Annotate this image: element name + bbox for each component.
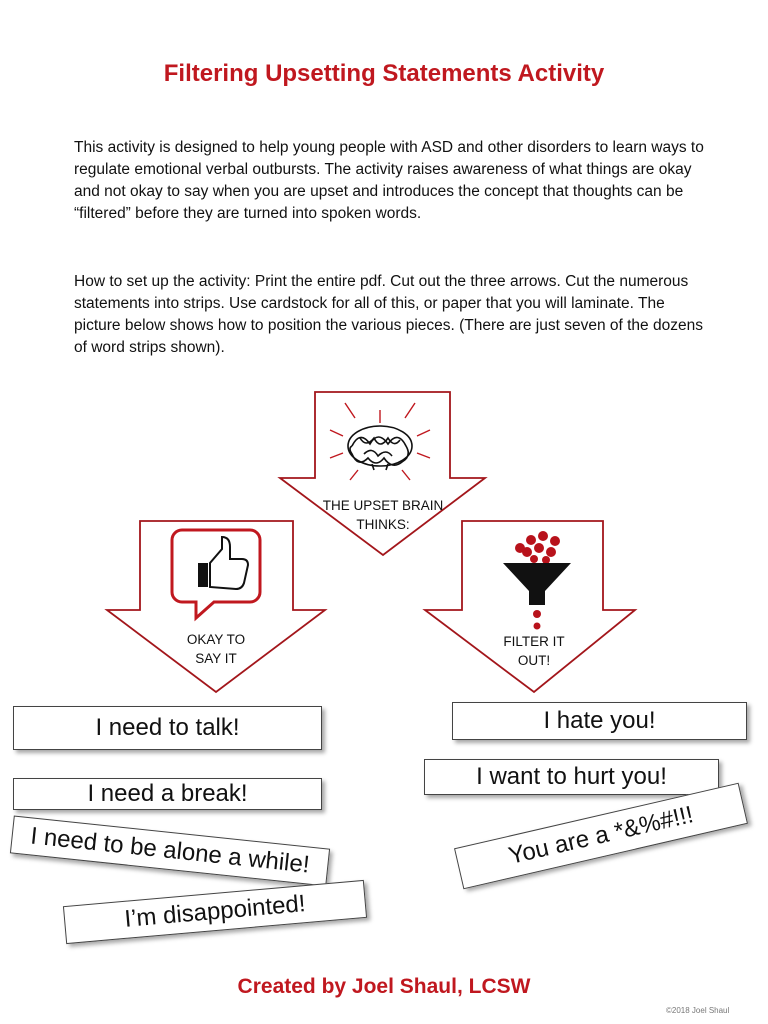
strip-disappointed[interactable]: I’m disappointed!: [63, 880, 367, 944]
page-title: Filtering Upsetting Statements Activity: [163, 60, 605, 87]
okay-arrow-label: [166, 630, 266, 668]
intro-paragraph: This activity is designed to help young people with ASD and other disorders to learn ways to regulate emotional verbal outbursts. The activity raises awareness of what things are okay and not okay to say when you are upset and introduces the concept that thoughts can be “filtered” before they are turned into spoken words.: [74, 139, 704, 222]
filter-label-line1: FILTER IT: [503, 634, 565, 649]
copyright-notice: ©2018 Joel Shaul: [666, 1006, 730, 1015]
author-credit: Created by Joel Shaul, LCSW: [237, 975, 531, 998]
strip-hurt-you[interactable]: I want to hurt you!: [424, 759, 719, 795]
okay-label-line1: OKAY TO: [186, 632, 246, 647]
strip-curse[interactable]: You are a *&%#!!!: [454, 783, 748, 890]
strip-need-to-talk[interactable]: I need to talk!: [13, 706, 322, 750]
brain-arrow-label: [313, 496, 453, 534]
brain-label-line1: THE UPSET BRAIN: [322, 498, 444, 513]
okay-label-line2: SAY IT: [195, 651, 237, 666]
strip-hate-you[interactable]: I hate you!: [452, 702, 747, 740]
brain-label-line2: THINKS:: [356, 517, 410, 532]
filter-arrow-label: [484, 632, 584, 670]
filter-label-line2: OUT!: [517, 653, 551, 668]
strip-need-a-break[interactable]: I need a break!: [13, 778, 322, 810]
strip-need-to-be-alone[interactable]: I need to be alone a while!: [10, 815, 330, 886]
setup-paragraph: How to set up the activity: Print the entire pdf. Cut out the three arrows. Cut the numerous statements into strips. Use cardstock for all of this, or paper that you will laminate. The picture below shows how to position the various pieces. (There are just seven of the dozens of word strips shown).: [74, 273, 703, 356]
